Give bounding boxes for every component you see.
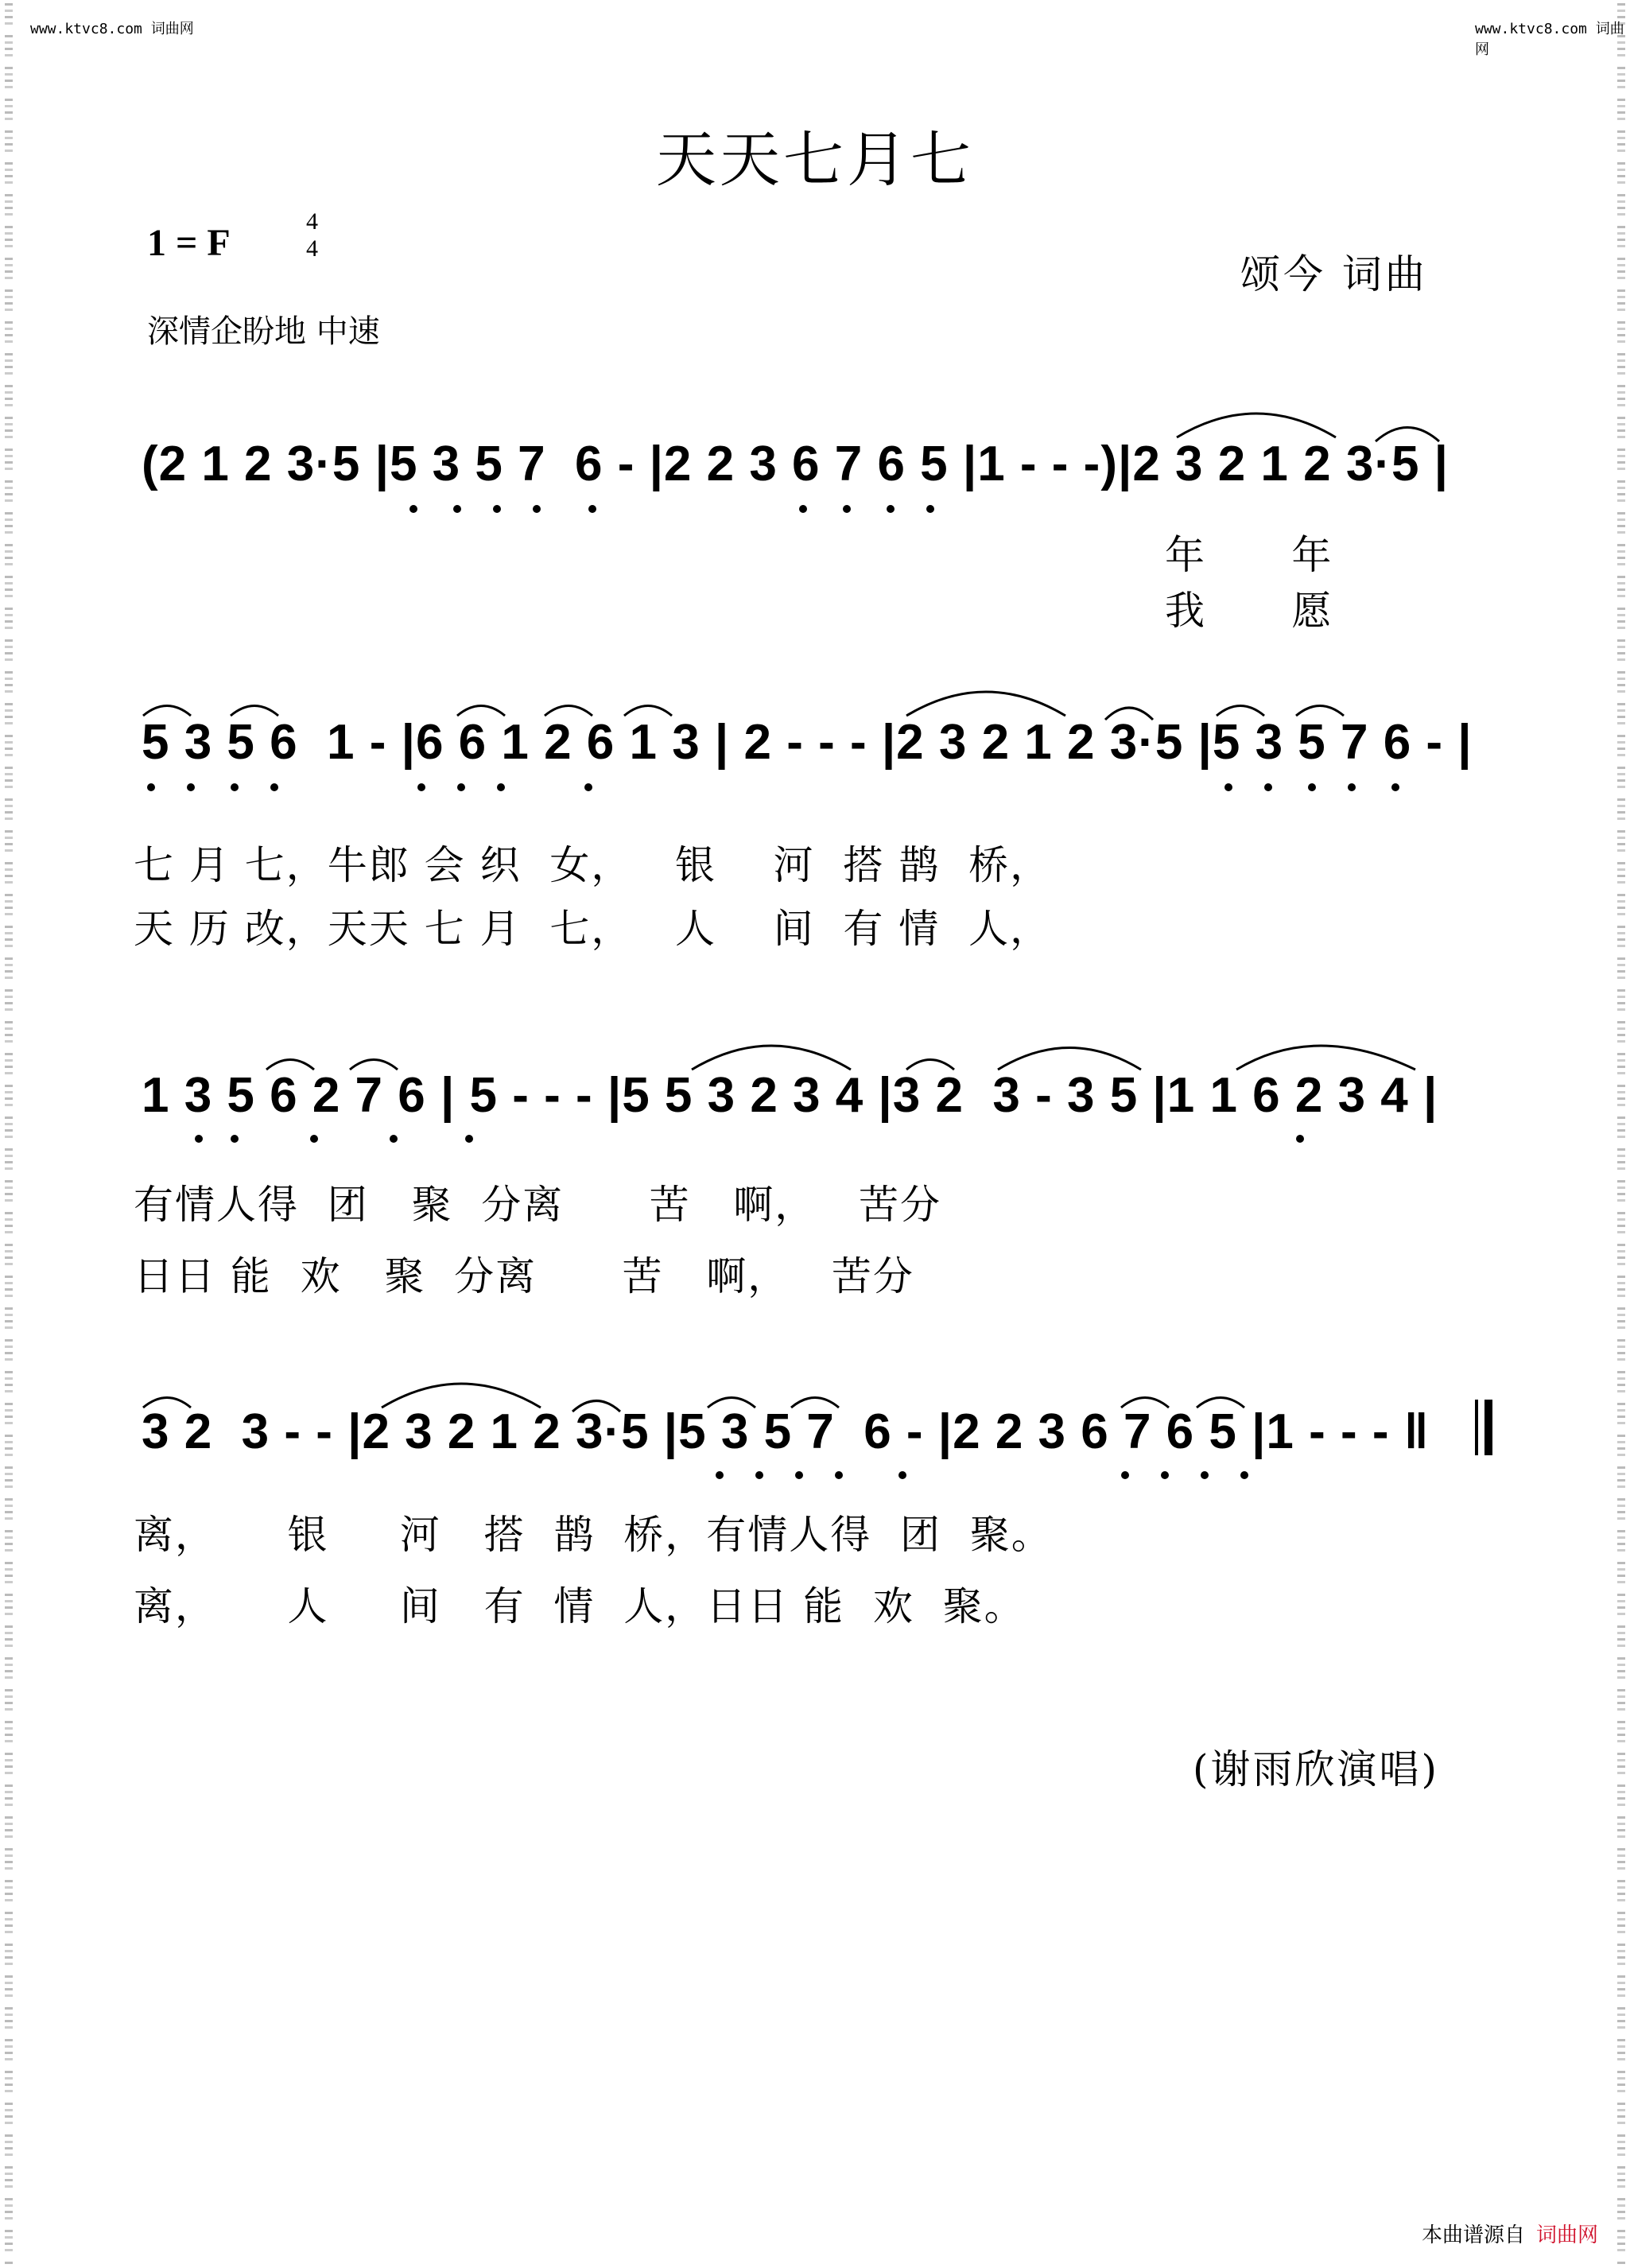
slur-line2-d (545, 706, 592, 717)
score-line-2-notes: 5 3 5 6 1 - |6 6 1 2 6 1 3 | 2 - - - |2 3 2 1 2 3·5 |5 3 5 7 6 - | (142, 715, 1473, 770)
score-line-1-lyric-verse-1: 年 年 (1165, 532, 1333, 578)
slur-line3-c (692, 1046, 851, 1070)
final-barline-thick (1484, 1400, 1492, 1455)
slur-line4-d (708, 1398, 755, 1408)
slur-line2-f (906, 692, 1065, 716)
slur-line4-g (1197, 1398, 1244, 1408)
score-line-1-notes: (2 1 2 3·5 |5 3 5 7 6 - |2 2 3 6 7 6 5 |1 - - -)|2 3 2 1 2 3·5 | (142, 437, 1450, 491)
slur-line1-b (1376, 428, 1439, 442)
composer-credit: 颂今 词曲 (1240, 251, 1428, 297)
key-signature: 1 = F (147, 222, 231, 264)
slur-line4-a (143, 1398, 191, 1408)
slur-line2-a (143, 706, 191, 717)
slur-line3-e (998, 1048, 1141, 1070)
slur-line4-b (382, 1384, 541, 1408)
footer-source-brand[interactable]: 词曲网 (1536, 2223, 1599, 2247)
score-line-2-lyric-verse-2: 天 历 改，天天 七 月 七， 人 间 有 情 人， (134, 906, 1052, 952)
score-line-3-lyric-verse-1: 有情人得 团 聚 分离 苦 啊， 苦分 (134, 1182, 941, 1228)
header-site-left: www.ktvc8.com 词曲网 (30, 21, 194, 37)
slur-line3-f (1236, 1046, 1415, 1070)
singer-credit: (谢雨欣演唱) (1193, 1746, 1440, 1792)
score-line-1-lyric-verse-2: 我 愿 (1165, 588, 1333, 634)
slur-line3-a (266, 1060, 314, 1070)
final-barline-thin (1475, 1400, 1478, 1455)
slur-line3-d (906, 1060, 954, 1070)
header-site-right: www.ktvc8.com 词曲网 (1475, 21, 1624, 58)
score-line-3-lyric-verse-2: 日日 能 欢 聚 分离 苦 啊， 苦分 (134, 1253, 914, 1299)
meter-top: 4 (306, 208, 318, 235)
slur-line2-h (1217, 706, 1264, 717)
slur-line4-c (572, 1401, 620, 1412)
footer-source (1422, 2219, 1598, 2248)
song-title: 天天七月七 (656, 124, 974, 195)
slur-line2-e (624, 706, 672, 717)
slur-line1-a (1177, 414, 1336, 437)
score-line-4-notes: 3 2 3 - - |2 3 2 1 2 3·5 |5 3 5 7 6 - |2 2 3 6 7 6 5 |1 - - - ‖ (142, 1404, 1430, 1459)
slur-line4-f (1121, 1398, 1169, 1408)
footer-source-label: 本曲谱源自 (1422, 2223, 1526, 2247)
slur-line4-e (791, 1398, 839, 1408)
tempo-marking: 深情企盼地 中速 (147, 313, 380, 350)
slur-line2-g (1105, 708, 1153, 720)
score-line-3-notes: 1 3 5 6 2 7 6 | 5 - - - |5 5 3 2 3 4 |3 2 3 - 3 5 |1 1 6 2 3 4 | (142, 1068, 1438, 1123)
slur-line2-i (1296, 706, 1344, 717)
slur-line3-b (350, 1060, 398, 1070)
meter-bottom: 4 (306, 235, 318, 262)
slur-line2-b (231, 706, 278, 717)
score-line-4-lyric-verse-1: 离， 银 河 搭 鹊 桥，有情人得 团 聚。 (134, 1512, 1053, 1558)
score-line-4-lyric-verse-2: 离， 人 间 有 情 人，日日 能 欢 聚。 (134, 1583, 1026, 1629)
slur-line2-c (457, 706, 505, 717)
score-line-2-lyric-verse-1: 七 月 七，牛郎 会 织 女， 银 河 搭 鹊 桥， (134, 842, 1052, 888)
